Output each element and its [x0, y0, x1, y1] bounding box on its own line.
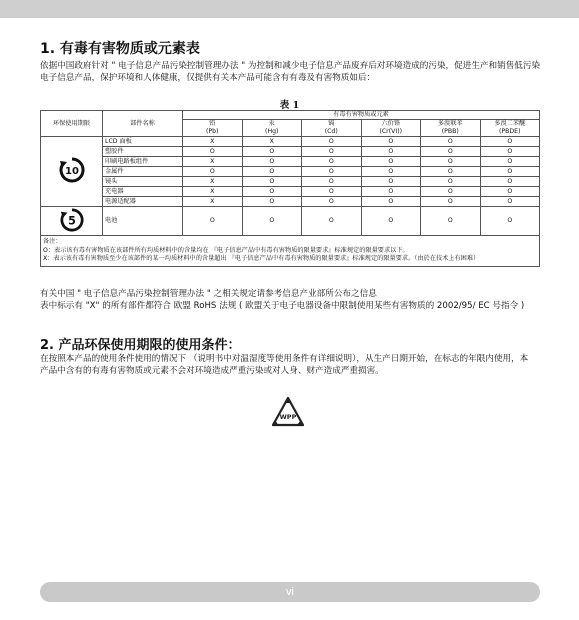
cell-value: O: [242, 157, 302, 167]
cell-value: O: [302, 147, 362, 157]
epup-5-logo: [41, 207, 103, 236]
epup-10-logo: [41, 137, 103, 207]
col-header-group: 有毒有害物质或元素: [183, 111, 540, 120]
cell-value: O: [421, 157, 481, 167]
part-name: 塑胶件: [103, 147, 183, 157]
cell-value: O: [302, 157, 362, 167]
col-header-substance: 多溴二苯醚 (PBDE): [480, 120, 540, 137]
cell-value: O: [242, 177, 302, 187]
cell-value: O: [361, 187, 421, 197]
cell-value: O: [421, 167, 481, 177]
cell-value: O: [480, 167, 540, 177]
page-number: vi: [286, 586, 294, 598]
cell-value: O: [480, 177, 540, 187]
col-header-substance: 六价铬 (Cr(VI)): [361, 120, 421, 137]
col-header-period: 环保使用期限: [41, 111, 103, 137]
part-name: LCD 面板: [103, 137, 183, 147]
cell-value: O: [421, 207, 481, 236]
cell-value: O: [242, 207, 302, 236]
epup-10-icon: [59, 157, 85, 183]
epup-10-label: 10: [64, 166, 79, 177]
cell-value: O: [480, 207, 540, 236]
notes-label: 备注：: [43, 238, 62, 245]
cell-value: X: [183, 177, 243, 187]
table-row: [41, 197, 540, 207]
part-name: 镜头: [103, 177, 183, 187]
table-notes: [41, 236, 540, 267]
cell-value: O: [361, 177, 421, 187]
table-row: [41, 207, 540, 236]
table-row: [41, 147, 540, 157]
cell-value: O: [480, 187, 540, 197]
recycle-icon: [271, 396, 305, 428]
cell-value: X: [183, 197, 243, 207]
table-row: [41, 167, 540, 177]
cell-value: O: [302, 187, 362, 197]
section1-heading: 1. 有毒有害物质或元素表: [40, 41, 200, 57]
epup-5-label: 5: [67, 214, 76, 228]
cell-value: O: [421, 137, 481, 147]
section1-intro: 依据中国政府针对 " 电子信息产品污染控制管理办法 " 为控制和减少电子信息产品废弃后对环境造成的污染，促进生产和销售低污染电子信息产品，保护环境和人体健康，仅提供有关本产品可能含有有毒及有害物质如后：: [40, 61, 541, 83]
cell-value: O: [242, 187, 302, 197]
recycle-logo-text: WPP: [279, 413, 297, 421]
col-header-substance: 镉 (Cd): [302, 120, 362, 137]
cell-value: O: [302, 207, 362, 236]
cell-value: O: [302, 137, 362, 147]
cell-value: O: [361, 157, 421, 167]
cell-value: X: [183, 137, 243, 147]
cell-value: X: [183, 157, 243, 167]
cell-value: X: [183, 187, 243, 197]
cell-value: X: [242, 137, 302, 147]
cell-value: O: [242, 167, 302, 177]
cell-value: O: [480, 197, 540, 207]
top-header-bar: [0, 0, 579, 18]
col-header-part: 部件名称: [103, 111, 183, 137]
cell-value: O: [421, 147, 481, 157]
cell-value: O: [302, 197, 362, 207]
part-name: 电源适配器: [103, 197, 183, 207]
cell-value: O: [480, 157, 540, 167]
cell-value: O: [421, 187, 481, 197]
cell-value: O: [183, 167, 243, 177]
cell-value: O: [242, 197, 302, 207]
section2-body: 在按照本产品的使用条件使用的情况下 （说明书中对温湿度等使用条件有详细说明），从生产日期开始，在标志的年限内使用，本产品中含有的有毒有害物质或元素不会对环境造成严重污染或对人身、财产造成严重损害。: [40, 354, 529, 376]
info-reference-line: 有关中国 " 电子信息产品污染控制管理办法 " 之相关规定请参考信息产业部所公布之信息: [40, 289, 377, 299]
col-header-substance: 铅 (Pb): [183, 120, 243, 137]
footer-bar: [40, 582, 540, 602]
table-row: [41, 157, 540, 167]
cell-value: O: [421, 197, 481, 207]
part-name: 电池: [103, 207, 183, 236]
rohs-compliance-line: 表中标示有 "X" 的所有部件都符合 欧盟 RoHS 法规 ( 欧盟关于电子电器设备中限制使用某些有害物质的 2002/95/ EC 号指令 ): [40, 301, 525, 311]
hazardous-substance-table: [40, 110, 540, 267]
part-name: 金属件: [103, 167, 183, 177]
part-name: 充电器: [103, 187, 183, 197]
cell-value: O: [183, 207, 243, 236]
cell-value: O: [302, 177, 362, 187]
cell-value: O: [361, 147, 421, 157]
cell-value: O: [361, 137, 421, 147]
cell-value: O: [242, 147, 302, 157]
cell-value: O: [361, 197, 421, 207]
cell-value: O: [480, 137, 540, 147]
cell-value: O: [361, 167, 421, 177]
cell-value: O: [302, 167, 362, 177]
table-row: [41, 177, 540, 187]
part-name: 印刷电路板组件: [103, 157, 183, 167]
col-header-substance: 汞 (Hg): [242, 120, 302, 137]
table-caption: 表 1: [279, 100, 300, 111]
table-row: [41, 187, 540, 197]
cell-value: O: [183, 147, 243, 157]
cell-value: O: [361, 207, 421, 236]
cell-value: O: [421, 177, 481, 187]
note-o: O：表示该有毒有害物质在该部件所有均质材料中的含量均在 『电子信息产品中有毒有害物质的限量要求』标准规定的限量要求以下。: [43, 246, 409, 254]
section2-heading: 2. 产品环保使用期限的使用条件：: [40, 338, 241, 353]
table-row: [41, 137, 540, 147]
col-header-substance: 多溴联苯 (PBB): [421, 120, 481, 137]
epup-5-icon: [60, 208, 84, 232]
after-table-text: [40, 288, 545, 312]
note-x: X：表示该有毒有害物质至少在该部件的某一均质材料中的含量超出 『电子信息产品中有毒有害物质的限量要求』标准规定的限量要求。（由於在技术上有困难）: [43, 255, 480, 262]
cell-value: O: [480, 147, 540, 157]
